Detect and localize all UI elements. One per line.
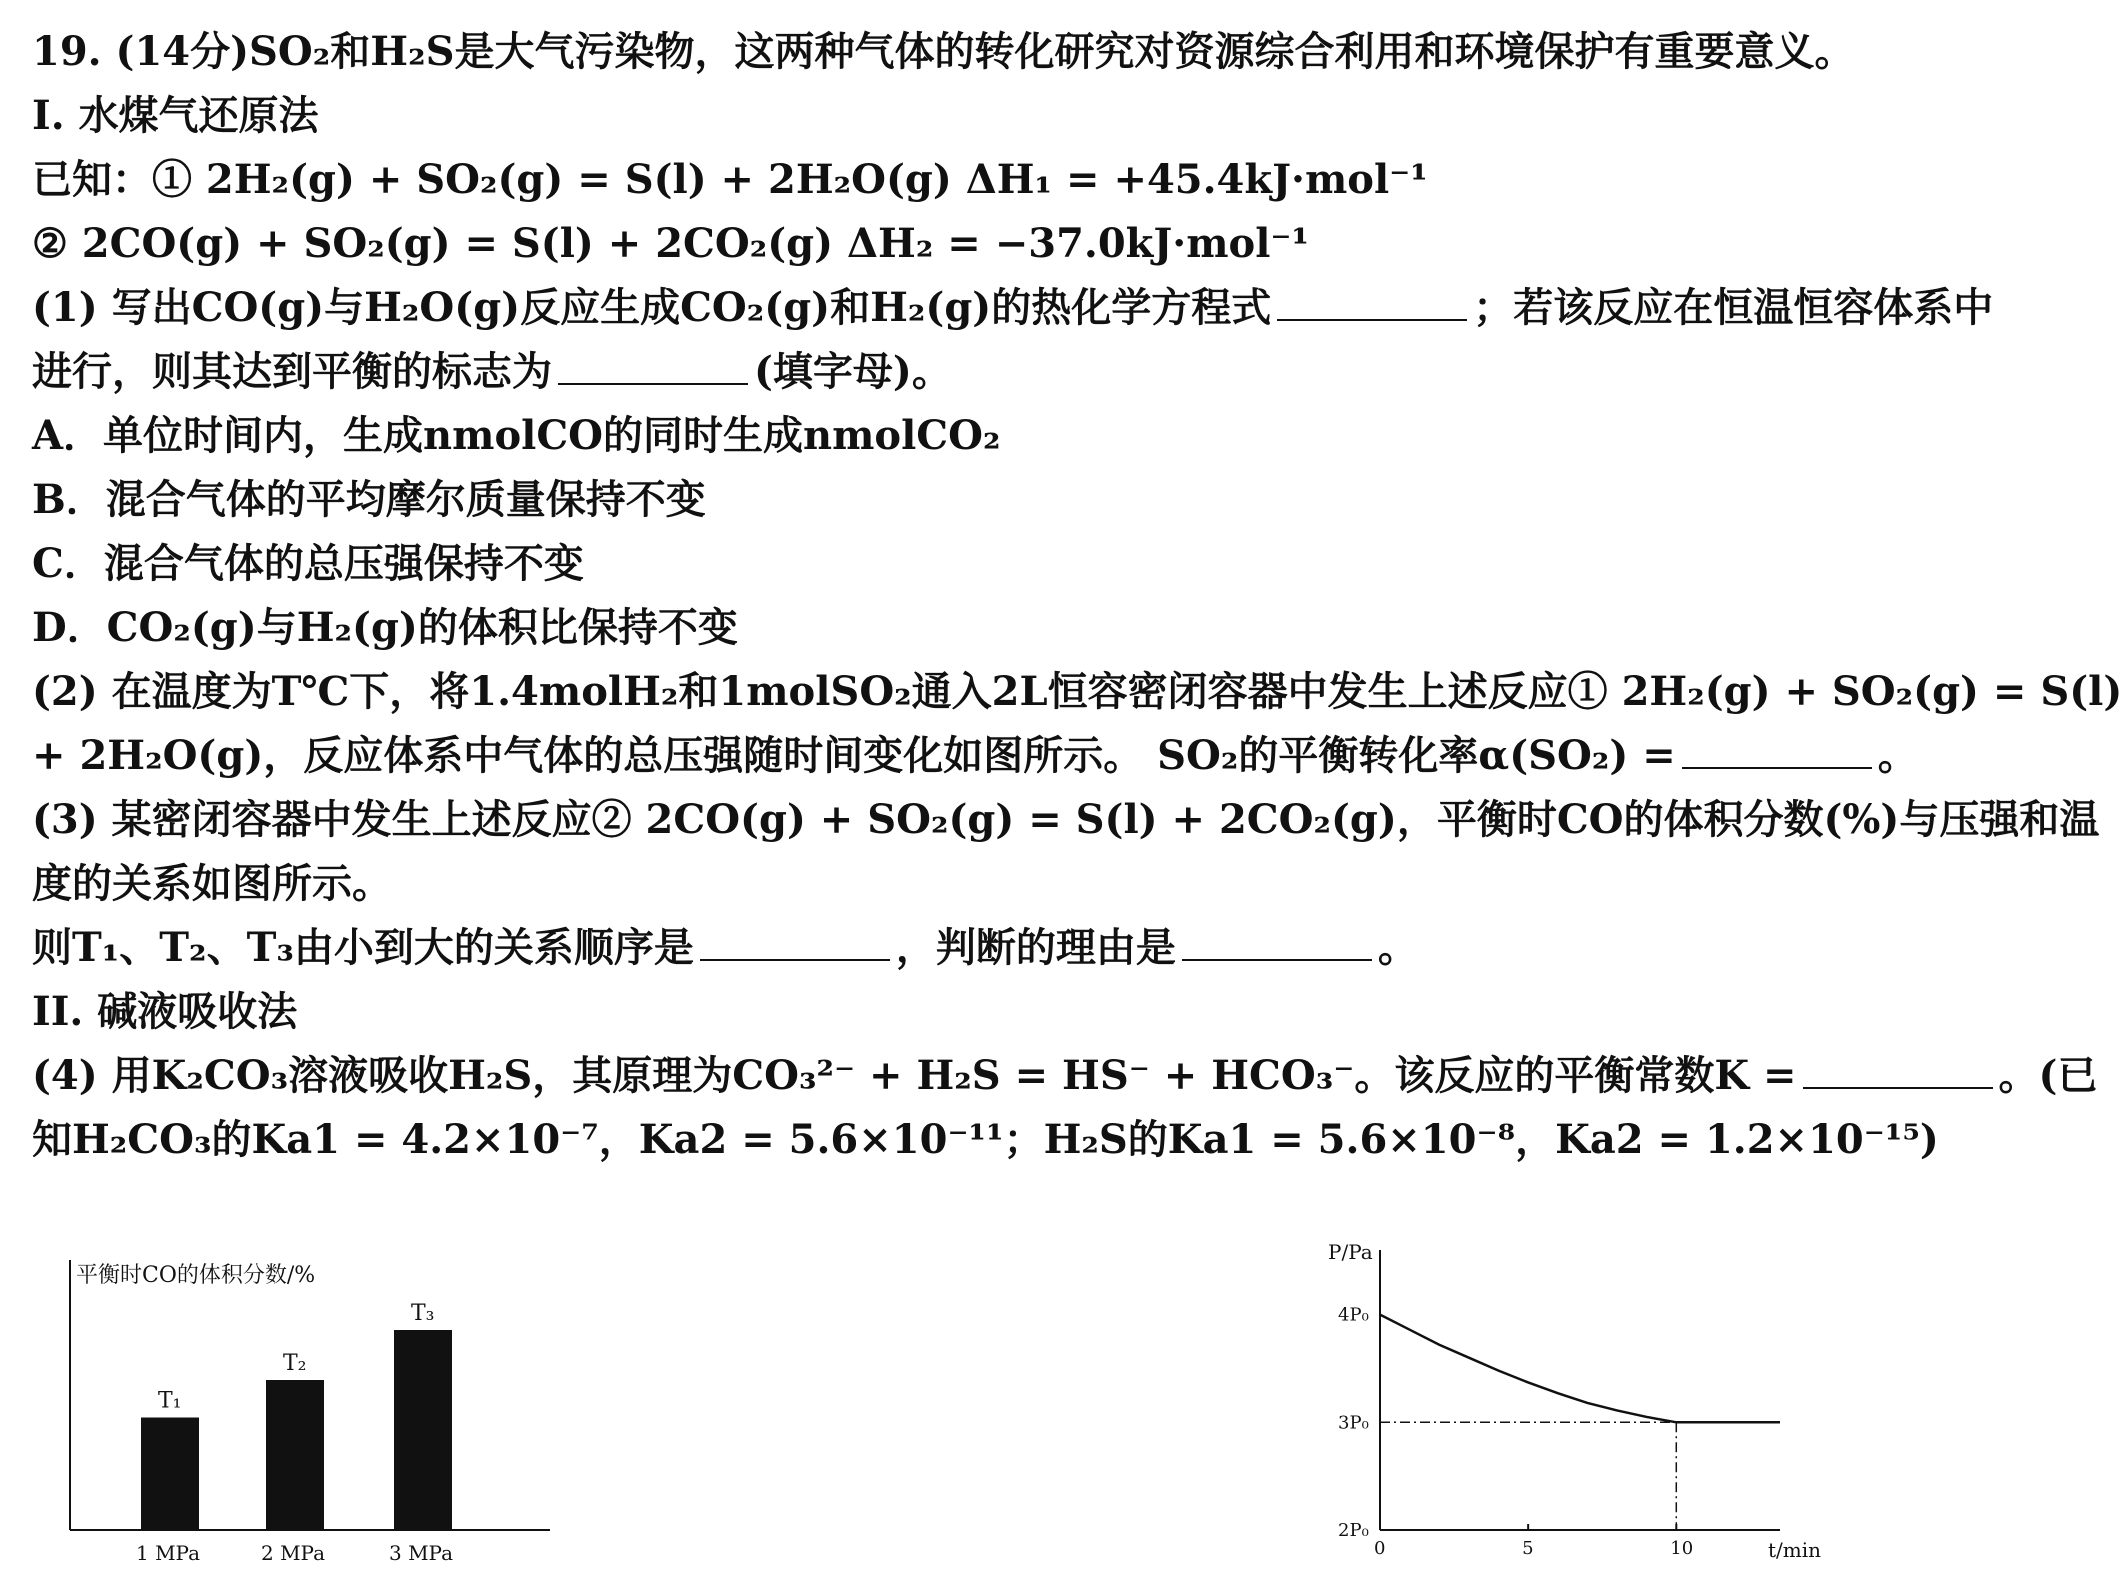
question-2-line-1: (2) 在温度为T℃下，将1.4molH₂和1molSO₂通入2L恒容密闭容器中发生上述反应① 2H₂(g) + SO₂(g) = S(l) — [32, 668, 2122, 715]
question-1-text-c: 进行，则其达到平衡的标志为 — [32, 348, 552, 395]
question-1-line-2 — [32, 340, 1980, 404]
answer-blank-4[interactable] — [1803, 1047, 1993, 1089]
answer-blank-2[interactable] — [1682, 727, 1872, 769]
y-tick-2: 3P₀ — [1338, 1412, 1369, 1434]
question-1-line-1 — [32, 276, 1994, 340]
question-4-text-a: (4) 用K₂CO₃溶液吸收H₂S，其原理为CO₃²⁻ + H₂S = HS⁻ + HCO₃⁻。该反应的平衡常数K = — [32, 1052, 1797, 1099]
question-3-text-e: 。 — [1377, 924, 1418, 971]
bar-chart-co-fraction — [40, 1240, 560, 1570]
option-b: B．混合气体的平均摩尔质量保持不变 — [32, 476, 706, 523]
question-intro: 19. (14分)SO₂和H₂S是大气污染物，这两种气体的转化研究对资源综合利用和环境保护有重要意义。 — [32, 28, 1855, 75]
bar-category-1: 1 MPa — [136, 1541, 201, 1565]
question-4-text-b: 。(已 — [1998, 1052, 2098, 1099]
question-3-line-1: (3) 某密闭容器中发生上述反应② 2CO(g) + SO₂(g) = S(l) + 2CO₂(g)，平衡时CO的体积分数(%)与压强和温 — [32, 796, 2100, 843]
y-tick-3: 4P₀ — [1338, 1304, 1369, 1326]
bar-category-2: 2 MPa — [261, 1541, 326, 1565]
bar-category-3: 3 MPa — [389, 1541, 454, 1565]
line-y-axis-label: P/Pa — [1328, 1240, 1373, 1264]
bar-label-2: T₂ — [283, 1351, 307, 1376]
question-1-text-b: ；若该反应在恒温恒容体系中 — [1473, 284, 1994, 331]
question-1-text-a: (1) 写出CO(g)与H₂O(g)反应生成CO₂(g)和H₂(g)的热化学方程式 — [32, 284, 1272, 331]
question-3-line-2: 度的关系如图所示。 — [32, 860, 392, 907]
x-tick-1: 0 — [1374, 1538, 1386, 1559]
bar-y-axis-label: 平衡时CO的体积分数/% — [76, 1263, 316, 1288]
question-3-text-d: ，判断的理由是 — [895, 924, 1176, 971]
option-d: D．CO₂(g)与H₂(g)的体积比保持不变 — [32, 604, 738, 651]
bar-chart-svg — [40, 1240, 560, 1570]
question-4-line-2: 知H₂CO₃的Ka1 = 4.2×10⁻⁷，Ka2 = 5.6×10⁻¹¹；H₂S的Ka1 = 5.6×10⁻⁸，Ka2 = 1.2×10⁻¹⁵) — [32, 1116, 1939, 1163]
option-c: C．混合气体的总压强保持不变 — [32, 540, 584, 587]
question-2-text-b: + 2H₂O(g)，反应体系中气体的总压强随时间变化如图所示。 SO₂的平衡转化率α(SO₂) = — [32, 732, 1676, 779]
question-4-line-1 — [32, 1044, 2098, 1108]
known-reaction-1: 已知：① 2H₂(g) + SO₂(g) = S(l) + 2H₂O(g) ΔH₁ = +45.4kJ·mol⁻¹ — [32, 156, 1428, 203]
answer-blank-3b[interactable] — [1182, 919, 1372, 961]
question-1-text-d: (填字母)。 — [754, 348, 952, 395]
question-2-line-2 — [32, 724, 1980, 788]
bar-3 — [394, 1330, 452, 1530]
bar-label-3: T₃ — [411, 1301, 435, 1326]
answer-blank-3a[interactable] — [700, 919, 890, 961]
bar-2 — [266, 1380, 324, 1530]
x-tick-3: 10 — [1670, 1538, 1694, 1559]
known-reaction-2: ② 2CO(g) + SO₂(g) = S(l) + 2CO₂(g) ΔH₂ = −37.0kJ·mol⁻¹ — [32, 220, 1310, 267]
question-3-line-3 — [32, 916, 1980, 980]
bar-label-1: T₁ — [158, 1388, 182, 1414]
question-2-text-c: 。 — [1877, 732, 1918, 779]
part-two-title: II. 碱液吸收法 — [32, 988, 298, 1035]
answer-blank-1b[interactable] — [558, 343, 748, 385]
answer-blank-1a[interactable] — [1277, 279, 1467, 321]
pressure-curve — [1380, 1315, 1780, 1423]
question-3-text-c: 则T₁、T₂、T₃由小到大的关系顺序是 — [32, 924, 694, 971]
x-tick-2: 5 — [1522, 1538, 1534, 1559]
line-x-axis-label: t/min — [1768, 1538, 1822, 1562]
option-a: A．单位时间内，生成nmolCO的同时生成nmolCO₂ — [32, 412, 1001, 459]
line-chart-pressure — [1300, 1235, 1820, 1575]
line-chart-svg — [1300, 1235, 1820, 1575]
y-tick-1: 2P₀ — [1338, 1520, 1369, 1541]
part-one-title: I. 水煤气还原法 — [32, 92, 319, 139]
bar-1 — [141, 1418, 199, 1531]
